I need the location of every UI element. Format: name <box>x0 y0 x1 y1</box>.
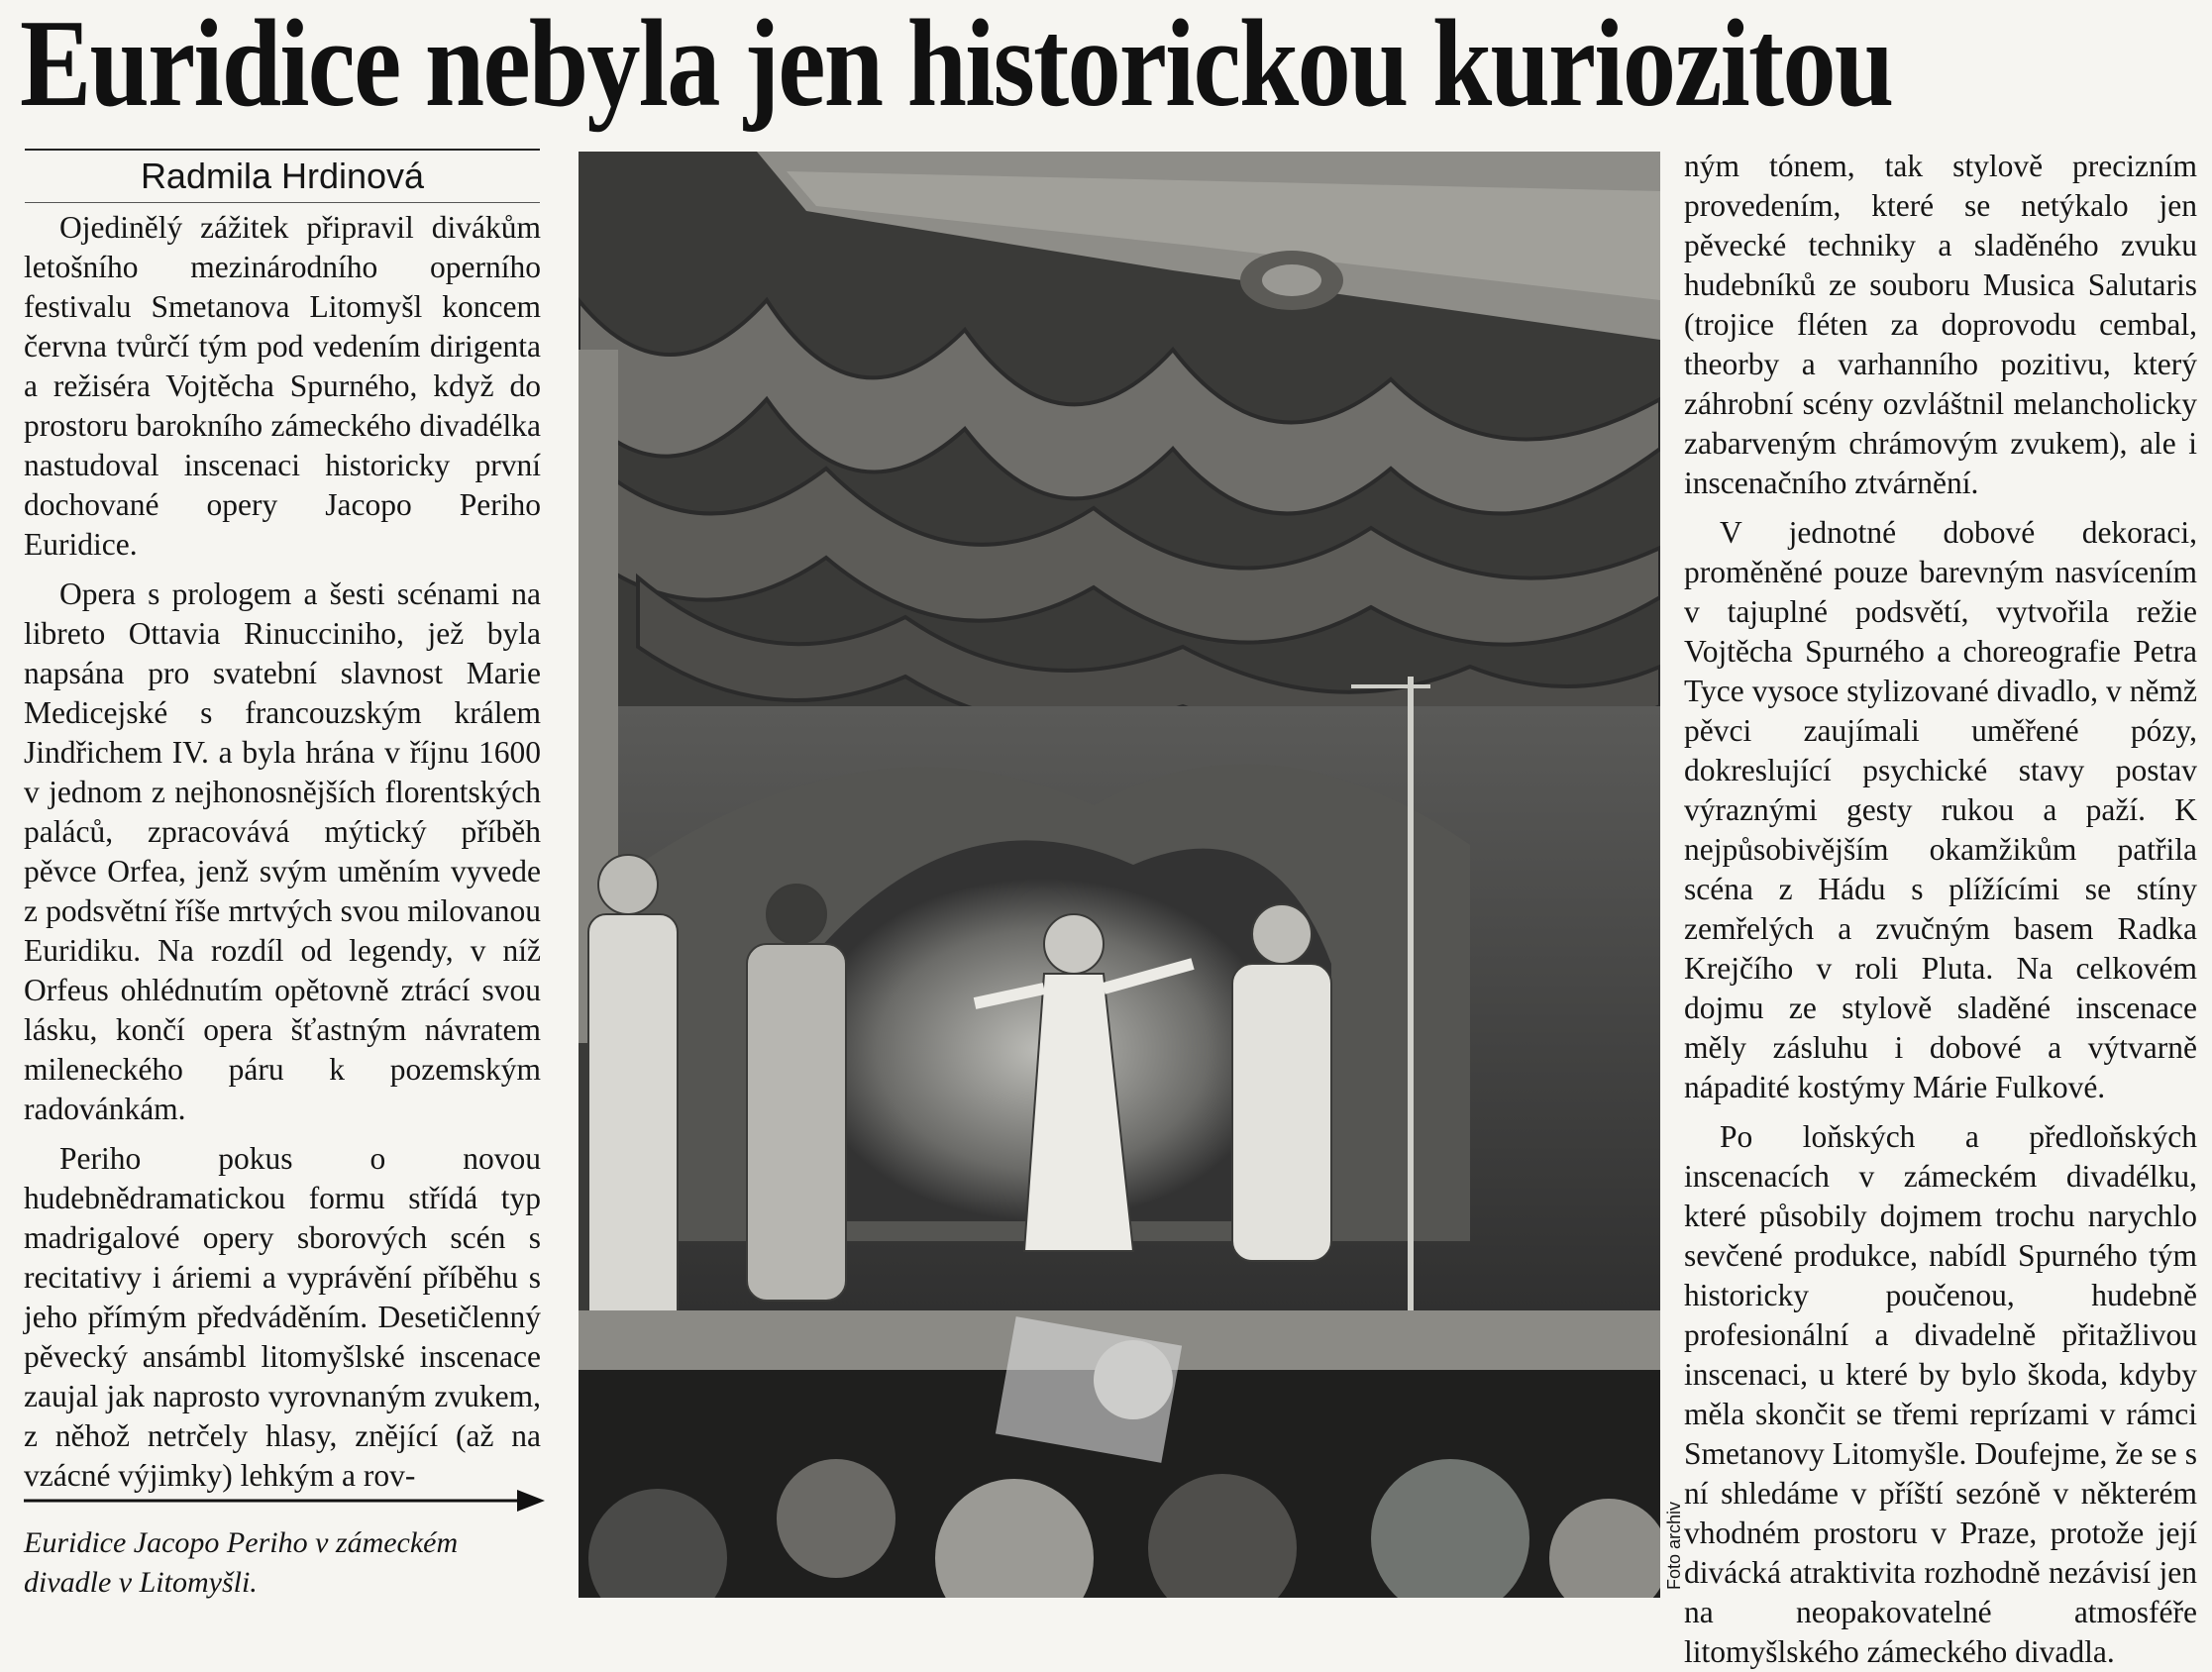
byline-rule <box>25 149 540 151</box>
author-byline: Radmila Hrdinová <box>140 156 425 196</box>
photo-credit: Foto archiv <box>1664 1501 1684 1590</box>
photo-caption: Euridice Jacopo Periho v zámeckém divadle v Litomyšli. <box>24 1526 459 1599</box>
paragraph: Opera s prologem a šesti scénami na libreto Ottavia Rinucciniho, jež byla napsána pro svatební slavnost Marie Medicejské s francouzským králem Jindřichem IV. a byla hrána v říjnu 1600 v jednom z nejhonosnějších florentských paláců, zpracovává mýtický příběh pěvce Orfea, jenž svým uměním vyvede z podsvětní říše mrtvých svou milovanou Euridiku. Na rozdíl od legendy, v níž Orfeus ohlédnutím opětovně ztrácí svou lásku, končí opera šťastným návratem mileneckého páru k pozemským radovánkám. <box>24 576 541 1126</box>
paragraph: Ojedinělý zážitek připravil divákům letošního mezinárodního operního festivalu Smetanova Litomyšl koncem června tvůrčí tým pod vedením dirigenta a režiséra Vojtěcha Spurného, když do prostoru barokního zámeckého divadélka nastudoval inscenaci historicky první dochované opery Jacopo Periho Euridice. <box>24 210 541 562</box>
article-column-right <box>1684 147 2197 1672</box>
paragraph: Periho pokus o novou hudebnědramatickou formu střídá typ madrigalové opery sborových scén s recitativy i áriemi a vyprávění příběhu s jeho přímým předváděním. Desetičlenný pěvecký ansámbl litomyšlské inscenace zaujal jak naprosto vyrovnaným zvukem, z něhož netrčely hlasy, znějící (až na vzácné výjimky) lehkým a rov- <box>24 1141 541 1493</box>
headline: Euridice nebyla jen historickou kuriozitou <box>20 0 1893 133</box>
continue-arrow-icon <box>22 1486 547 1515</box>
paragraph: V jednotné dobové dekoraci, proměněné pouze barevným nasvícením v tajuplné podsvětí, vytvořila režie Vojtěcha Spurného a choreografie Petra Tyce vysoce stylizované divadlo, v němž pěvci zaujímali uměřené pózy, dokreslující psychické stavy postav výraznými gesty rukou a paží. K nejpůsobivějším okamžikům patřila scéna z Hádu s plížícími se stíny zemřelých a zvučným basem Radka Krejčího v roli Pluta. Na celkovém dojmu ze stylově sladěné inscenace měly zásluhu i dobové a výtvarně nápadité kostýmy Márie Fulkové. <box>1684 515 2197 1104</box>
paragraph: ným tónem, tak stylově precizním provedením, které se netýkalo jen pěvecké techniky a sladěného zvuku hudebníků ze souboru Musica Salutaris (trojice fléten za doprovodu cembal, theorby a varhanního pozitivu, který záhrobní scény ozvláštnil melancholicky zabarveným chrámovým zvukem), ale i inscenačního ztvárnění. <box>1684 149 2197 500</box>
article-column-left <box>24 208 541 1496</box>
byline-underline <box>25 202 540 203</box>
paragraph: Po loňských a předloňských inscenacích v zámeckém divadélku, které působily dojmem trochu narychlo sevčené produkce, nabídl Spurného tým historicky poučenou, hudebně profesionální a divadelně přitažlivou inscenaci, u které by bylo škoda, kdyby měla skončit se třemi reprízami v rámci Smetanovy Litomyšle. Doufejme, že se s ní shledáme v příští sezóně v některém vhodném prostoru v Praze, protože její divácká atraktivita rozhodně nezávisí jen na neopakovatelné atmosféře litomyšlského zámeckého divadla. <box>1684 1119 2197 1669</box>
stage-photo <box>579 152 1660 1598</box>
